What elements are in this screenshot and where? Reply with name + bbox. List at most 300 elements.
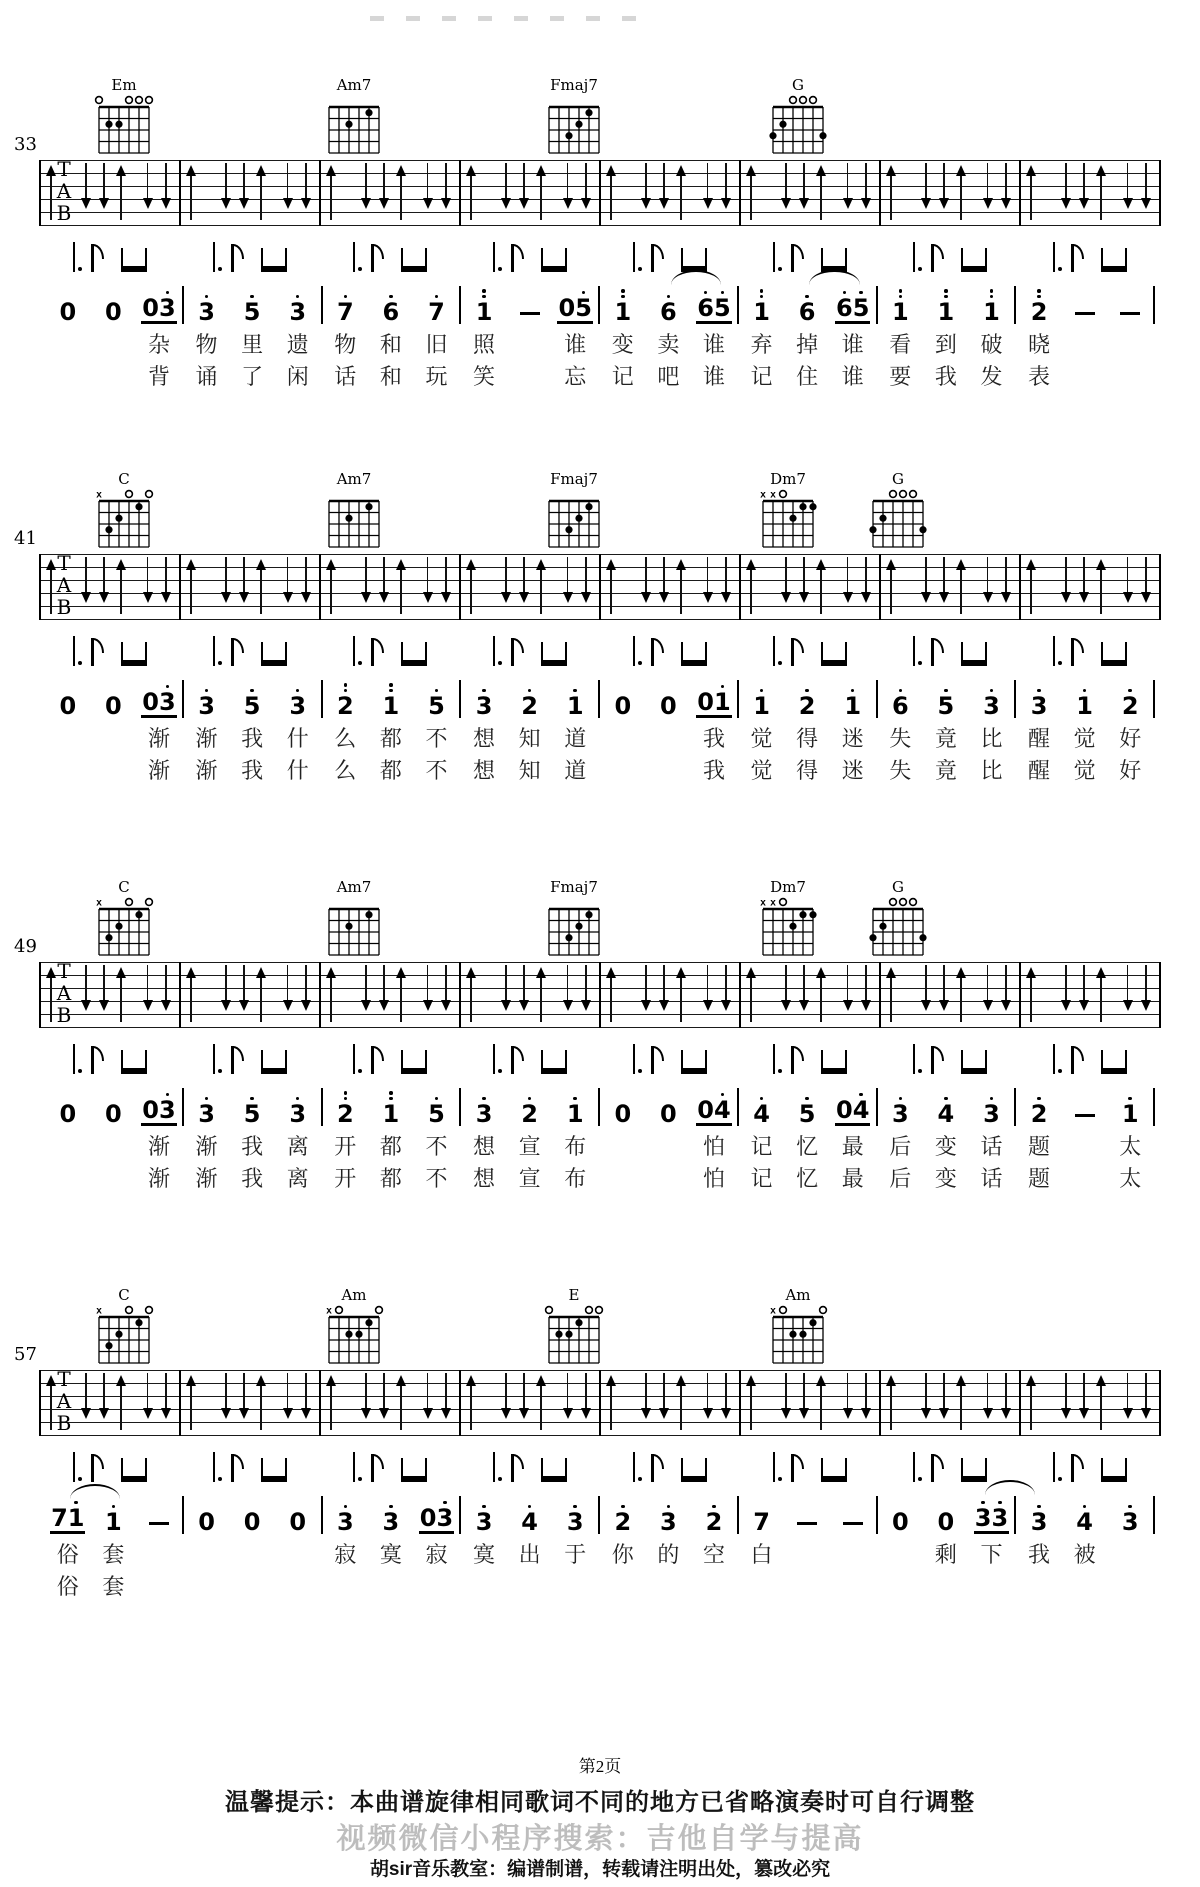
lyric-syllable: 离 <box>286 1134 309 1159</box>
downstroke-arrow <box>1141 1370 1151 1436</box>
staff-barline <box>179 160 181 226</box>
jianpu-measure <box>45 1083 182 1126</box>
lyrics-measure <box>878 1164 1015 1194</box>
jianpu-beat <box>646 1495 692 1534</box>
tie-arc <box>70 1484 120 1499</box>
beam-bracket-glyph <box>261 1050 287 1074</box>
chord-am <box>762 1288 834 1371</box>
upstroke-arrow <box>676 160 686 226</box>
downstroke-arrow <box>1141 160 1151 226</box>
lyric-syllable: 后 <box>889 1166 912 1191</box>
downstroke-arrow <box>423 1370 433 1436</box>
lyric-syllable: 寂 <box>334 1542 357 1567</box>
jianpu-note <box>337 1087 354 1126</box>
beam-bracket-glyph <box>401 1050 427 1074</box>
lyric-syllable: 出 <box>518 1542 541 1567</box>
upstroke-arrow <box>1026 160 1036 226</box>
downstroke-arrow <box>843 1370 853 1436</box>
downstroke-arrow <box>581 962 591 1028</box>
dotted-note-glyph <box>633 636 636 666</box>
rhythm-measure <box>40 628 180 670</box>
note-number: 2 <box>798 692 816 720</box>
lyric-syllable <box>830 1572 876 1602</box>
note-group <box>244 679 261 718</box>
lyric-syllable: 渐 <box>195 758 218 783</box>
jianpu-beat <box>1016 679 1062 718</box>
note-number: 0 <box>198 1508 215 1536</box>
staff-barline <box>319 554 321 620</box>
note-group <box>105 1495 122 1534</box>
jianpu-beat <box>691 675 737 718</box>
jianpu-beat <box>229 285 275 324</box>
upstroke-arrow <box>606 160 616 226</box>
upstroke-arrow <box>816 554 826 620</box>
rhythm-measure <box>460 1444 600 1486</box>
lyrics-measure <box>1016 724 1153 754</box>
lyric-syllable <box>1107 330 1153 360</box>
note-group <box>1031 679 1048 718</box>
footer-watermark: 视频微信小程序搜索：吉他自学与提高 <box>336 1823 864 1855</box>
lyric-syllable <box>878 1572 924 1602</box>
rhythm-measure <box>880 234 1020 276</box>
lyrics-measure <box>1016 1132 1153 1162</box>
jianpu-note <box>159 1083 176 1122</box>
lyrics-measure <box>184 756 321 786</box>
rhythm-measure <box>180 1036 320 1078</box>
rhythm-row <box>40 628 1160 670</box>
note-number: 0 <box>142 294 159 322</box>
jianpu-note <box>567 679 584 718</box>
dotted-note-glyph <box>493 1452 496 1482</box>
lyric-syllable: 想 <box>473 758 496 783</box>
rhythm-row <box>40 1036 1160 1078</box>
jianpu-beat <box>600 679 646 718</box>
note-number: 5 <box>852 294 870 322</box>
note-group <box>938 1495 955 1534</box>
lyrics-measure <box>323 1540 460 1570</box>
upstroke-arrow <box>746 1370 756 1436</box>
note-group <box>696 675 731 718</box>
jianpu-beat <box>184 1087 230 1126</box>
note-number: 1 <box>382 692 400 720</box>
lyric-syllable: 渐 <box>147 726 170 751</box>
note-group <box>614 285 631 324</box>
staff-barline <box>1159 554 1161 620</box>
upstroke-arrow <box>1096 962 1106 1028</box>
jianpu-note <box>697 1083 714 1122</box>
note-number: 1 <box>105 1508 122 1536</box>
lyric-syllable <box>878 1540 924 1570</box>
jianpu-note <box>159 281 176 320</box>
staff-barline <box>879 554 881 620</box>
measure-number: 41 <box>14 528 37 549</box>
downstroke-arrow <box>143 160 153 226</box>
jianpu-beat <box>275 1087 321 1126</box>
eighth-note-glyph <box>931 638 945 666</box>
lyric-syllable: 套 <box>102 1542 125 1567</box>
lyric-syllable: 不 <box>425 1166 448 1191</box>
beam-bracket-glyph <box>261 248 287 272</box>
jianpu-note <box>337 1495 354 1534</box>
chord-fmaj7 <box>538 78 610 161</box>
note-number: 0 <box>59 692 77 720</box>
dotted-note-glyph <box>493 636 496 666</box>
chord-c <box>88 472 160 555</box>
jianpu-beat <box>414 1491 460 1534</box>
chord-am7 <box>318 472 390 555</box>
beam-bracket-glyph <box>121 1458 147 1482</box>
jianpu-beat <box>691 1083 737 1126</box>
downstroke-arrow <box>501 554 511 620</box>
downstroke-arrow <box>99 962 109 1028</box>
jianpu-note <box>436 1491 453 1530</box>
upstroke-arrow <box>466 962 476 1028</box>
rhythm-measure <box>740 1036 880 1078</box>
dotted-note-glyph <box>633 1044 636 1074</box>
jianpu-beat <box>275 285 321 324</box>
downstroke-arrow <box>921 1370 931 1436</box>
upstroke-arrow <box>326 160 336 226</box>
note-group <box>938 679 955 718</box>
lyric-syllable <box>784 1572 830 1602</box>
downstroke-arrow <box>659 1370 669 1436</box>
jianpu-beat <box>830 281 876 324</box>
downstroke-arrow <box>519 962 529 1028</box>
lyrics-measure <box>461 362 598 392</box>
jianpu-note <box>383 679 400 718</box>
lyric-syllable: 记 <box>750 364 773 389</box>
lyric-syllable <box>1062 1132 1108 1162</box>
beam-bracket-glyph <box>681 642 707 666</box>
note-group <box>1122 679 1139 718</box>
lyric-syllable: 布 <box>564 1166 587 1191</box>
chord-grid <box>321 94 387 156</box>
rhythm-measure <box>320 1036 460 1078</box>
dotted-note-glyph <box>73 242 76 272</box>
lyrics-measure <box>461 1164 598 1194</box>
lyric-syllable: 住 <box>796 364 819 389</box>
lyric-syllable: 最 <box>841 1166 864 1191</box>
beam-bracket-glyph <box>121 1050 147 1074</box>
lyrics-measure <box>323 1132 460 1162</box>
lyrics-measure <box>739 1164 876 1194</box>
downstroke-arrow <box>221 962 231 1028</box>
jianpu-note <box>105 1495 122 1534</box>
lyrics-measure <box>461 330 598 360</box>
duration-dash <box>1075 312 1095 316</box>
jianpu-note <box>714 281 731 320</box>
lyric-syllable: 最 <box>841 1134 864 1159</box>
lyric-syllable: 什 <box>286 758 309 783</box>
jianpu-beat <box>136 675 182 718</box>
upstroke-arrow <box>746 962 756 1028</box>
lyric-syllable: 觉 <box>750 758 773 783</box>
lyric-syllable: 都 <box>379 1134 402 1159</box>
lyric-syllable <box>1016 1572 1062 1602</box>
chord-em <box>88 78 160 161</box>
lyric-syllable <box>229 1572 275 1602</box>
upstroke-arrow <box>816 160 826 226</box>
note-group <box>1122 1087 1139 1126</box>
note-group <box>938 1087 955 1126</box>
jianpu-measure <box>461 1087 598 1126</box>
note-number: 1 <box>566 1100 584 1128</box>
lyric-syllable: 怕 <box>702 1166 725 1191</box>
tab-clef: T A B <box>56 157 72 225</box>
upstroke-arrow <box>396 160 406 226</box>
lyric-syllable <box>1107 362 1153 392</box>
dotted-note-glyph <box>1053 1044 1056 1074</box>
downstroke-arrow <box>641 1370 651 1436</box>
jianpu-note <box>836 1083 853 1122</box>
beam-bracket-glyph <box>541 248 567 272</box>
note-number: 1 <box>844 692 862 720</box>
note-group <box>983 679 1000 718</box>
note-number: 3 <box>158 294 176 322</box>
jianpu-row <box>45 1488 1155 1534</box>
downstroke-arrow <box>501 1370 511 1436</box>
lyric-syllable <box>184 1540 230 1570</box>
jianpu-beat <box>184 679 230 718</box>
lyric-syllable: 醒 <box>1028 726 1051 751</box>
jianpu-measure <box>600 1495 737 1534</box>
note-group <box>983 1087 1000 1126</box>
upstroke-arrow <box>746 554 756 620</box>
note-number: 3 <box>983 1100 1000 1128</box>
upstroke-arrow <box>116 160 126 226</box>
note-number: 1 <box>614 298 632 326</box>
jianpu-beat <box>830 1522 876 1535</box>
note-number: 0 <box>697 688 714 716</box>
jianpu-note <box>844 679 861 718</box>
jianpu-note <box>159 675 176 714</box>
jianpu-note <box>1031 679 1048 718</box>
downstroke-arrow <box>221 554 231 620</box>
staff-barline <box>319 962 321 1028</box>
upstroke-arrow <box>746 160 756 226</box>
dotted-note-glyph <box>73 636 76 666</box>
dotted-note-glyph <box>773 636 776 666</box>
lyric-syllable <box>646 1164 692 1194</box>
jianpu-note <box>428 1087 445 1126</box>
jianpu-beat <box>136 281 182 324</box>
rhythm-measure <box>600 1036 740 1078</box>
lyrics-measure <box>600 362 737 392</box>
downstroke-arrow <box>1061 1370 1071 1436</box>
jianpu-beat <box>91 1495 137 1534</box>
jianpu-note <box>289 285 306 324</box>
downstroke-arrow <box>921 554 931 620</box>
rhythm-measure <box>460 628 600 670</box>
jianpu-measure <box>1016 679 1153 718</box>
jianpu-note <box>1076 679 1093 718</box>
lyrics-measure <box>184 1540 321 1570</box>
lyric-syllable <box>507 1572 553 1602</box>
lyric-syllable <box>45 362 91 392</box>
downstroke-arrow <box>423 962 433 1028</box>
note-number: 1 <box>983 298 1000 326</box>
note-group <box>59 1087 76 1126</box>
chord-name: Fmaj7 <box>550 76 598 94</box>
upstroke-arrow <box>956 160 966 226</box>
lyric-syllable: 想 <box>473 1134 496 1159</box>
jianpu-beat <box>600 1495 646 1534</box>
jianpu-note <box>428 679 445 718</box>
note-number: 3 <box>1030 692 1048 720</box>
jianpu-note <box>244 1087 261 1126</box>
note-group <box>383 679 400 718</box>
note-number: 3 <box>198 1100 215 1128</box>
jianpu-measure <box>323 1491 460 1534</box>
note-number: 4 <box>753 1100 770 1128</box>
staff-barline <box>179 554 181 620</box>
jianpu-note <box>476 1495 493 1534</box>
rhythm-measure <box>740 628 880 670</box>
lyric-syllable: 下 <box>980 1542 1003 1567</box>
note-number: 7 <box>428 298 445 326</box>
downstroke-arrow <box>1001 962 1011 1028</box>
note-number: 3 <box>1121 1508 1139 1536</box>
jianpu-beat <box>1107 1087 1153 1126</box>
tab-clef: T A B <box>56 959 72 1027</box>
note-number: 6 <box>660 298 677 326</box>
upstroke-arrow <box>186 160 196 226</box>
jianpu-note <box>521 679 538 718</box>
lyric-syllable: 渐 <box>195 1166 218 1191</box>
lyrics-measure <box>600 756 737 786</box>
lyric-syllable <box>552 1572 598 1602</box>
system-33 <box>0 78 1200 408</box>
lyrics-line-2 <box>45 1572 1155 1602</box>
lyric-syllable <box>507 330 553 360</box>
beam-bracket-glyph <box>401 1458 427 1482</box>
upstroke-arrow <box>46 554 56 620</box>
eighth-note-glyph <box>1071 1046 1085 1074</box>
jianpu-note <box>714 1083 731 1122</box>
jianpu-measure <box>461 679 598 718</box>
jianpu-note <box>383 1087 400 1126</box>
lyrics-measure <box>184 1572 321 1602</box>
note-group <box>614 1495 631 1534</box>
note-group <box>799 1087 816 1126</box>
lyric-syllable <box>229 1540 275 1570</box>
note-number: 2 <box>336 692 354 720</box>
jianpu-barline <box>1153 680 1155 718</box>
lyric-syllable: 觉 <box>750 726 773 751</box>
tab-clef: T A B <box>56 1367 72 1435</box>
jianpu-beat <box>1107 1495 1153 1534</box>
jianpu-note <box>1031 1495 1048 1534</box>
lyric-syllable: 和 <box>379 364 402 389</box>
upstroke-arrow <box>46 1370 56 1436</box>
downstroke-arrow <box>99 554 109 620</box>
lyric-syllable: 迷 <box>841 758 864 783</box>
jianpu-beat <box>368 1495 414 1534</box>
jianpu-beat <box>739 285 785 324</box>
note-number: 7 <box>336 298 354 326</box>
note-number: 6 <box>798 298 816 326</box>
note-group <box>428 679 445 718</box>
dotted-note-glyph <box>213 242 216 272</box>
jianpu-beat <box>91 285 137 324</box>
note-group <box>289 679 306 718</box>
note-group <box>198 285 215 324</box>
chord-name: Am <box>341 1286 367 1304</box>
upstroke-arrow <box>396 962 406 1028</box>
beam-bracket-glyph <box>1101 1458 1127 1482</box>
lyrics-measure <box>184 362 321 392</box>
jianpu-note <box>244 1495 261 1534</box>
jianpu-measure <box>184 679 321 718</box>
note-number: 0 <box>59 298 77 326</box>
note-group <box>337 285 354 324</box>
dotted-note-glyph <box>353 636 356 666</box>
note-number: 5 <box>575 294 592 322</box>
jianpu-note <box>142 281 159 320</box>
lyric-syllable: 话 <box>980 1166 1003 1191</box>
lyric-syllable: 我 <box>702 758 725 783</box>
jianpu-beat <box>1107 312 1153 325</box>
note-number: 3 <box>1030 1508 1048 1536</box>
jianpu-beat <box>969 1087 1015 1126</box>
downstroke-arrow <box>1001 554 1011 620</box>
downstroke-arrow <box>799 160 809 226</box>
lyric-syllable: 套 <box>102 1574 125 1599</box>
jianpu-beat <box>461 679 507 718</box>
note-number: 2 <box>336 1100 354 1128</box>
lyric-syllable <box>600 1572 646 1602</box>
jianpu-measure <box>739 1083 876 1126</box>
chord-grid <box>865 488 931 550</box>
rhythm-measure <box>40 1036 180 1078</box>
jianpu-beat <box>923 285 969 324</box>
note-number: 6 <box>382 298 400 326</box>
downstroke-arrow <box>703 962 713 1028</box>
lyric-syllable: 卖 <box>657 332 680 357</box>
eighth-note-glyph <box>651 1046 665 1074</box>
jianpu-note <box>337 285 354 324</box>
lyric-syllable: 我 <box>1028 1542 1051 1567</box>
upstroke-arrow <box>186 962 196 1028</box>
lyric-syllable: 记 <box>611 364 634 389</box>
upstroke-arrow <box>956 962 966 1028</box>
lyrics-measure <box>1016 756 1153 786</box>
note-number: 1 <box>713 688 731 716</box>
jianpu-note <box>59 1087 76 1126</box>
jianpu-note <box>660 1495 677 1534</box>
note-number: 3 <box>991 1504 1009 1532</box>
note-group <box>892 285 909 324</box>
jianpu-note <box>938 285 955 324</box>
jianpu-measure <box>600 281 737 324</box>
note-number: 1 <box>1121 1100 1139 1128</box>
jianpu-note <box>697 675 714 714</box>
rhythm-measure <box>1020 1444 1160 1486</box>
jianpu-note <box>1122 679 1139 718</box>
jianpu-note <box>614 285 631 324</box>
upstroke-arrow <box>886 1370 896 1436</box>
staff-barline <box>179 962 181 1028</box>
jianpu-beat <box>229 1495 275 1534</box>
dotted-note-glyph <box>913 1452 916 1482</box>
lyric-syllable <box>600 1164 646 1194</box>
note-group <box>983 285 1000 324</box>
jianpu-beat <box>923 1495 969 1534</box>
lyric-syllable: 比 <box>980 726 1003 751</box>
lyric-syllable: 谁 <box>841 364 864 389</box>
lyric-syllable: 谁 <box>702 332 725 357</box>
upstroke-arrow <box>536 1370 546 1436</box>
